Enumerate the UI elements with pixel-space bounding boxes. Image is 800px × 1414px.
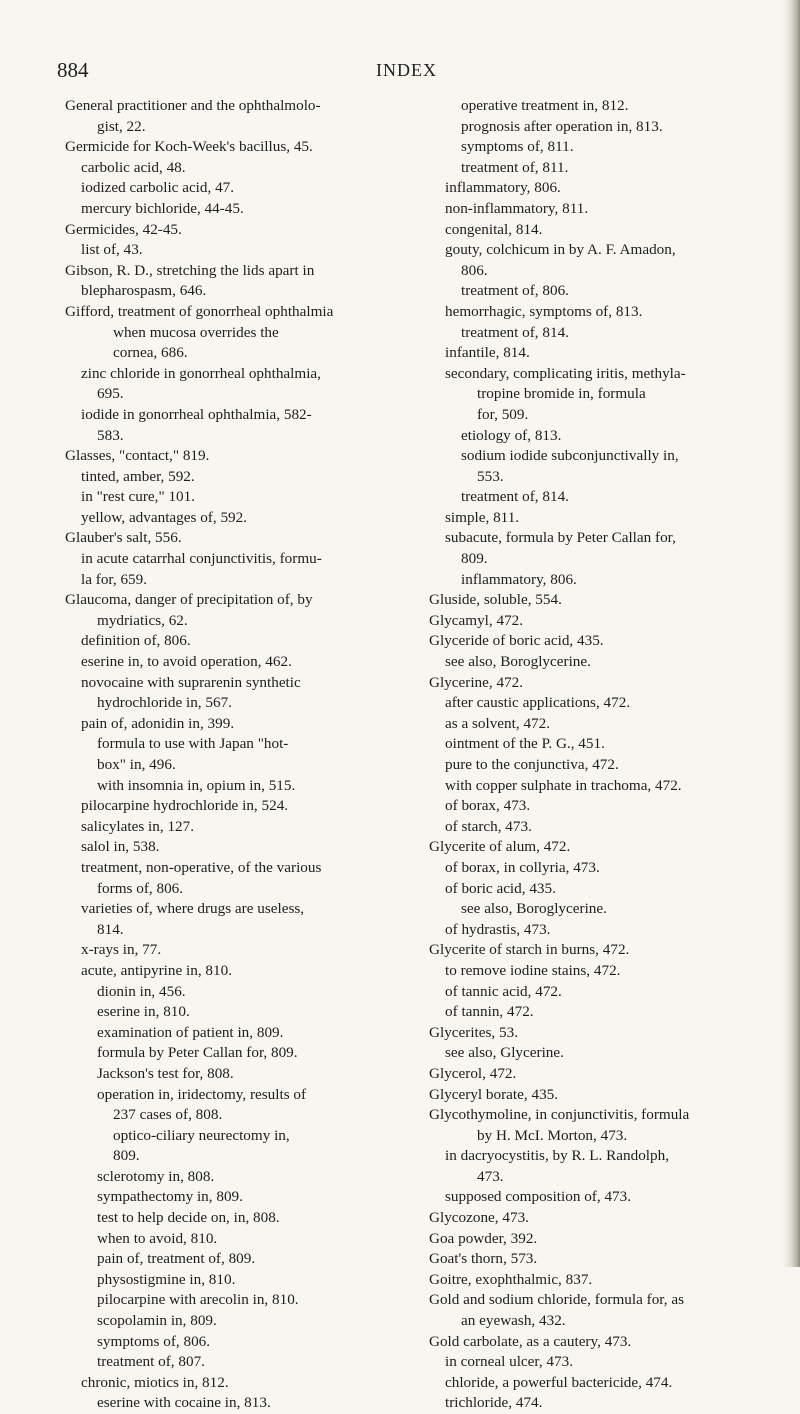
index-subentry: forms of, 806. xyxy=(97,879,184,897)
index-subentry: supposed composition of, 473. xyxy=(445,1188,632,1206)
index-subentry: for, 509. xyxy=(477,405,529,423)
index-entry: Goitre, exophthalmic, 837. xyxy=(429,1270,593,1288)
index-subentry: when to avoid, 810. xyxy=(97,1229,218,1247)
index-subentry: 583. xyxy=(97,426,124,444)
index-subentry: mydriatics, 62. xyxy=(97,611,188,629)
index-subentry: varieties of, where drugs are useless, xyxy=(81,900,305,918)
index-subentry: operation in, iridectomy, results of xyxy=(97,1085,307,1103)
index-subentry: optico-ciliary neurectomy in, xyxy=(113,1126,290,1144)
index-subentry: see also, Boroglycerine. xyxy=(461,900,607,918)
index-subentry: cornea, 686. xyxy=(113,344,188,362)
index-entry: Goat's thorn, 573. xyxy=(429,1250,538,1268)
index-subentry: x-rays in, 77. xyxy=(81,941,162,959)
index-entry: Glycerite of alum, 472. xyxy=(429,838,571,856)
index-subentry: test to help decide on, in, 808. xyxy=(97,1209,280,1227)
index-subentry: dionin in, 456. xyxy=(97,982,186,1000)
index-subentry: of tannic acid, 472. xyxy=(445,982,562,1000)
index-subentry: box" in, 496. xyxy=(97,756,176,773)
index-subentry: iodide in gonorrheal ophthalmia, 582- xyxy=(81,405,312,423)
index-entry: Glyceryl borate, 435. xyxy=(429,1085,559,1103)
page-number: 884 xyxy=(57,58,89,82)
index-subentry: eserine with cocaine in, 813. xyxy=(97,1394,271,1412)
index-subentry: pure to the conjunctiva, 472. xyxy=(445,756,619,773)
index-subentry: novocaine with suprarenin synthetic xyxy=(81,673,301,691)
index-subentry: chronic, miotics in, 812. xyxy=(81,1373,229,1391)
index-entry: Gold carbolate, as a cautery, 473. xyxy=(429,1332,632,1350)
page-edge-shadow xyxy=(782,0,800,1267)
index-subentry: in corneal ulcer, 473. xyxy=(445,1353,574,1371)
index-subentry: acute, antipyrine in, 810. xyxy=(81,961,232,979)
index-subentry: 553. xyxy=(477,467,504,485)
index-entry: Glyceride of boric acid, 435. xyxy=(429,632,604,650)
index-subentry: of hydrastis, 473. xyxy=(445,920,551,938)
index-subentry: with copper sulphate in trachoma, 472. xyxy=(445,776,682,794)
running-head: INDEX xyxy=(376,60,437,80)
index-subentry: 237 cases of, 808. xyxy=(113,1106,223,1124)
index-entry: Germicides, 42-45. xyxy=(65,220,182,238)
index-subentry: salol in, 538. xyxy=(81,838,160,856)
index-subentry: simple, 811. xyxy=(445,508,520,526)
index-subentry: after caustic applications, 472. xyxy=(445,694,631,712)
index-subentry: carbolic acid, 48. xyxy=(81,158,186,176)
index-subentry: prognosis after operation in, 813. xyxy=(461,117,663,135)
index-subentry: tinted, amber, 592. xyxy=(81,467,195,485)
index-subentry: 814. xyxy=(97,920,124,938)
index-subentry: gouty, colchicum in by A. F. Amadon, xyxy=(445,241,676,259)
index-entry: General practitioner and the ophthalmolo- xyxy=(65,97,321,114)
index-subentry: physostigmine in, 810. xyxy=(97,1270,236,1288)
index-subentry: mercury bichloride, 44-45. xyxy=(81,199,244,217)
index-subentry: zinc chloride in gonorrheal ophthalmia, xyxy=(81,364,321,382)
index-subentry: to remove iodine stains, 472. xyxy=(445,961,621,979)
index-subentry: blepharospasm, 646. xyxy=(81,282,207,300)
index-subentry: list of, 43. xyxy=(81,241,143,259)
index-subentry: see also, Glycerine. xyxy=(445,1044,564,1062)
index-entry: Glycerite of starch in burns, 472. xyxy=(429,941,630,959)
index-subentry: yellow, advantages of, 592. xyxy=(81,508,248,526)
index-subentry: secondary, complicating iritis, methyla- xyxy=(445,364,686,382)
index-subentry: sympathectomy in, 809. xyxy=(97,1188,243,1206)
index-entry: Glauber's salt, 556. xyxy=(65,529,182,547)
index-entry: Glycamyl, 472. xyxy=(429,611,524,629)
index-entry: Glycothymoline, in conjunctivitis, formula xyxy=(429,1106,690,1124)
index-subentry: tropine bromide in, formula xyxy=(477,385,646,403)
index-subentry: hemorrhagic, symptoms of, 813. xyxy=(445,302,643,320)
index-subentry: gist, 22. xyxy=(97,117,146,135)
index-subentry: etiology of, 813. xyxy=(461,426,562,444)
index-subentry: operative treatment in, 812. xyxy=(461,97,629,114)
index-subentry: with insomnia in, opium in, 515. xyxy=(97,776,296,794)
index-subentry: infantile, 814. xyxy=(445,344,530,362)
index-subentry: treatment of, 814. xyxy=(461,323,569,341)
index-subentry: 473. xyxy=(477,1167,504,1185)
index-entry: Gluside, soluble, 554. xyxy=(429,591,562,609)
index-subentry: formula by Peter Callan for, 809. xyxy=(97,1044,298,1062)
index-entry: Gibson, R. D., stretching the lids apart in xyxy=(65,261,315,279)
index-subentry: treatment of, 814. xyxy=(461,488,569,506)
index-subentry: eserine in, to avoid operation, 462. xyxy=(81,653,292,671)
index-subentry: salicylates in, 127. xyxy=(81,817,195,835)
index-subentry: by H. McI. Morton, 473. xyxy=(477,1126,628,1144)
index-subentry: pain of, treatment of, 809. xyxy=(97,1250,256,1268)
index-entry: Gold and sodium chloride, formula for, as xyxy=(429,1291,684,1309)
index-subentry: trichloride, 474. xyxy=(445,1394,543,1412)
index-subentry: hydrochloride in, 567. xyxy=(97,694,232,712)
index-subentry: treatment of, 806. xyxy=(461,282,569,300)
index-entry: Germicide for Koch-Week's bacillus, 45. xyxy=(65,138,313,156)
index-subentry: as a solvent, 472. xyxy=(445,714,551,732)
index-subentry: of boric acid, 435. xyxy=(445,879,556,897)
index-subentry: 806. xyxy=(461,261,488,279)
index-subentry: pilocarpine with arecolin in, 810. xyxy=(97,1291,299,1309)
index-subentry: la for, 659. xyxy=(81,570,148,588)
index-subentry: of borax, in collyria, 473. xyxy=(445,858,600,876)
index-subentry: subacute, formula by Peter Callan for, xyxy=(445,529,676,547)
index-subentry: chloride, a powerful bactericide, 474. xyxy=(445,1373,673,1391)
index-subentry: treatment of, 807. xyxy=(97,1353,205,1371)
index-entry: Gifford, treatment of gonorrheal ophthalmia xyxy=(65,302,334,320)
index-entry: Glasses, "contact," 819. xyxy=(65,447,210,465)
index-subentry: 695. xyxy=(97,385,124,403)
index-subentry: iodized carbolic acid, 47. xyxy=(81,179,235,197)
index-column-left xyxy=(65,96,410,1414)
index-subentry: inflammatory, 806. xyxy=(445,179,561,197)
index-subentry: an eyewash, 432. xyxy=(461,1312,566,1330)
index-subentry: 809. xyxy=(461,550,488,568)
page-header xyxy=(0,58,800,82)
index-subentry: when mucosa overrides the xyxy=(113,323,279,341)
index-subentry: examination of patient in, 809. xyxy=(97,1023,284,1041)
index-subentry: in "rest cure," 101. xyxy=(81,488,196,506)
index-subentry: of borax, 473. xyxy=(445,797,531,815)
index-subentry: treatment of, 811. xyxy=(461,158,569,176)
index-subentry: eserine in, 810. xyxy=(97,1003,190,1021)
index-subentry: 809. xyxy=(113,1147,140,1165)
index-subentry: of tannin, 472. xyxy=(445,1003,534,1021)
index-subentry: formula to use with Japan "hot- xyxy=(97,735,289,753)
index-subentry: Jackson's test for, 808. xyxy=(97,1064,234,1082)
index-subentry: congenital, 814. xyxy=(445,220,543,238)
index-entry: Glaucoma, danger of precipitation of, by xyxy=(65,591,313,609)
index-entry: Glycerine, 472. xyxy=(429,673,524,691)
index-subentry: of starch, 473. xyxy=(445,817,532,835)
index-entry: Glycozone, 473. xyxy=(429,1209,529,1227)
index-subentry: pain of, adonidin in, 399. xyxy=(81,714,235,732)
index-subentry: in acute catarrhal conjunctivitis, formu- xyxy=(81,550,322,568)
index-subentry: inflammatory, 806. xyxy=(461,570,577,588)
index-column-right xyxy=(429,96,779,1414)
index-entry: Goa powder, 392. xyxy=(429,1229,538,1247)
index-subentry: symptoms of, 806. xyxy=(97,1332,211,1350)
index-subentry: symptoms of, 811. xyxy=(461,138,574,156)
index-entry: Glycerol, 472. xyxy=(429,1064,517,1082)
index-subentry: ointment of the P. G., 451. xyxy=(445,735,605,753)
index-subentry: sclerotomy in, 808. xyxy=(97,1167,215,1185)
index-subentry: pilocarpine hydrochloride in, 524. xyxy=(81,797,289,815)
index-subentry: see also, Boroglycerine. xyxy=(445,653,591,671)
index-subentry: non-inflammatory, 811. xyxy=(445,199,589,217)
index-subentry: scopolamin in, 809. xyxy=(97,1312,217,1330)
index-entry: Glycerites, 53. xyxy=(429,1023,518,1041)
index-subentry: sodium iodide subconjunctivally in, xyxy=(461,447,679,465)
index-subentry: treatment, non-operative, of the various xyxy=(81,858,322,876)
index-subentry: definition of, 806. xyxy=(81,632,191,650)
index-subentry: in dacryocystitis, by R. L. Randolph, xyxy=(445,1147,669,1165)
